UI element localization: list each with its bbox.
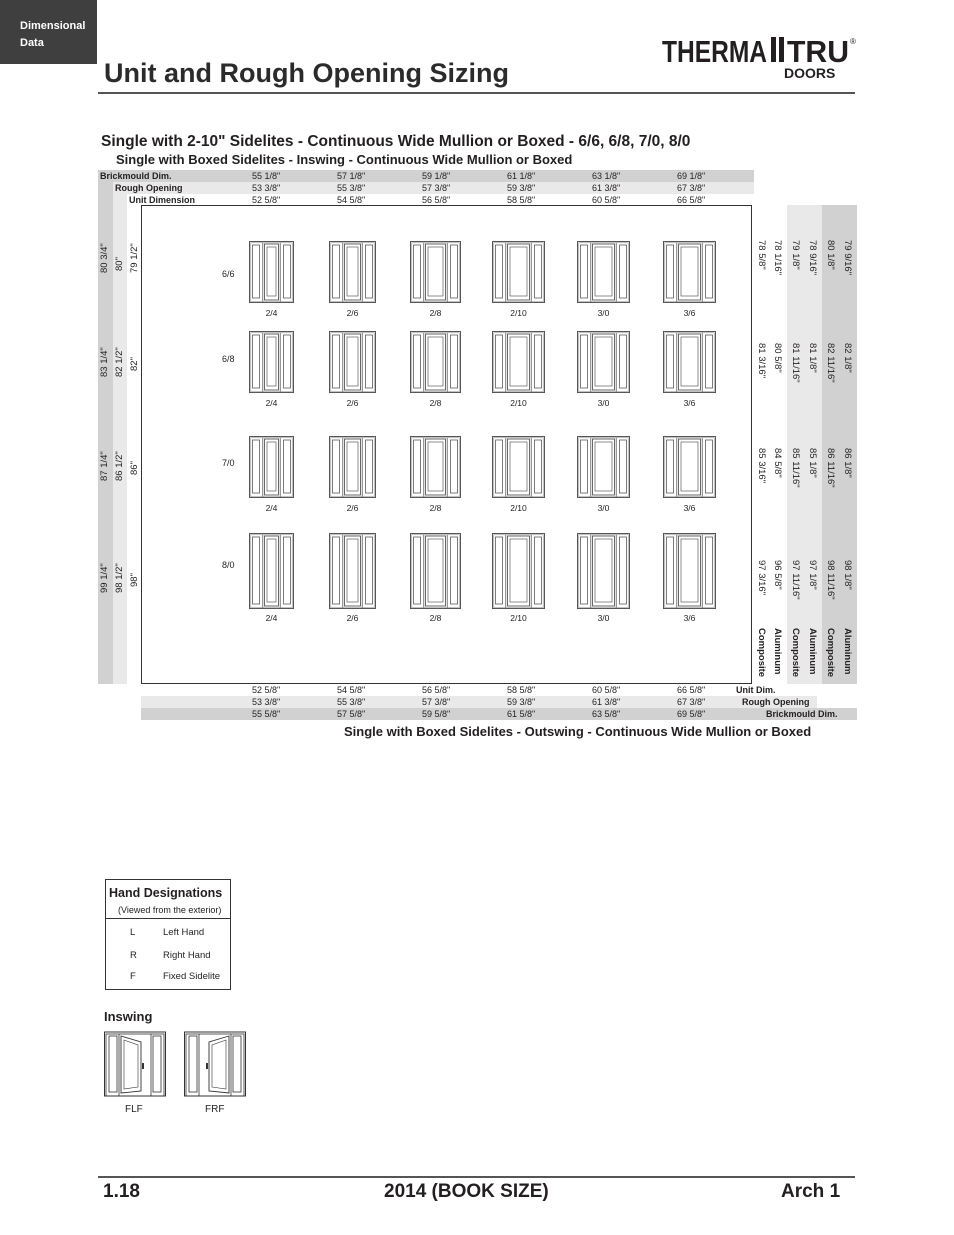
row-label: 6/6 <box>222 269 235 279</box>
inswing-label: FLF <box>125 1104 143 1115</box>
band-value: 69 5/8" <box>677 709 706 719</box>
right-footer-label: Aluminum <box>807 628 818 675</box>
width-label: 2/4 <box>265 308 278 318</box>
band-value: 55 3/8" <box>337 183 366 193</box>
legend-desc: Left Hand <box>163 927 205 938</box>
inswing-title: Inswing <box>104 1009 153 1024</box>
band-value: 66 5/8" <box>677 685 706 695</box>
band-value: 57 3/8" <box>422 183 451 193</box>
band-value: 55 1/8" <box>252 171 281 181</box>
width-label: 3/6 <box>683 398 696 408</box>
band-value: 60 5/8" <box>592 195 621 205</box>
legend-divider <box>106 918 230 919</box>
width-label: 2/10 <box>510 613 527 623</box>
band-value: 60 5/8" <box>592 685 621 695</box>
left-value: 98 1/2" <box>114 563 125 593</box>
door-unit-drawing <box>410 533 461 609</box>
band-value: 52 5/8" <box>252 685 281 695</box>
door-unit-drawing <box>329 533 376 609</box>
door-unit-drawing <box>329 436 376 498</box>
band-value: 63 5/8" <box>592 709 621 719</box>
band-value: 57 5/8" <box>337 709 366 719</box>
right-value: 97 11/16" <box>790 560 801 600</box>
right-footer-label: Composite <box>756 628 767 678</box>
footer-rule <box>98 1176 855 1178</box>
logo-mark-gap <box>776 37 779 62</box>
left-value: 82" <box>129 357 140 371</box>
band-value: 53 3/8" <box>252 183 281 193</box>
door-unit-drawing <box>410 436 461 498</box>
band-rough-opening-bottom <box>141 696 817 708</box>
legend-title: Hand Designations <box>109 886 223 900</box>
left-value: 98" <box>129 573 140 587</box>
right-value: 85 1/8" <box>807 448 818 478</box>
left-value: 87 1/4" <box>99 451 110 481</box>
left-value: 82 1/2" <box>114 347 125 377</box>
legend-subtitle: (Viewed from the exterior) <box>118 905 222 915</box>
door-unit-drawing <box>492 241 545 303</box>
band-value: 58 5/8" <box>507 685 536 695</box>
band-value: 52 5/8" <box>252 195 281 205</box>
right-value: 98 11/16" <box>825 560 836 600</box>
right-value: 85 11/16" <box>790 448 801 488</box>
band-value: 59 1/8" <box>422 171 451 181</box>
door-unit-drawing <box>663 436 716 498</box>
band-value: 57 3/8" <box>422 697 451 707</box>
band-value: 66 5/8" <box>677 195 706 205</box>
right-value: 82 1/8" <box>842 343 853 373</box>
page-title: Unit and Rough Opening Sizing <box>104 58 509 88</box>
width-label: 3/6 <box>683 503 696 513</box>
left-value: 80 3/4" <box>99 243 110 273</box>
right-footer-label: Aluminum <box>842 628 853 675</box>
door-unit-drawing <box>577 331 630 393</box>
right-value: 86 1/8" <box>842 448 853 478</box>
band-value: 61 3/8" <box>592 697 621 707</box>
width-label: 2/10 <box>510 308 527 318</box>
legend-key: L <box>130 927 136 938</box>
section-tab-line2: Data <box>20 37 44 49</box>
logo-registered: ® <box>850 37 856 46</box>
band-value: 55 5/8" <box>252 709 281 719</box>
right-value: 80 1/8" <box>825 240 836 270</box>
door-unit-drawing <box>492 533 545 609</box>
door-unit-drawing <box>249 241 294 303</box>
right-value: 79 1/8" <box>790 240 801 270</box>
band-brickmould-bottom <box>141 708 857 720</box>
door-unit-drawing <box>577 533 630 609</box>
band-value: 59 3/8" <box>507 183 536 193</box>
right-footer-label: Composite <box>790 628 801 678</box>
width-label: 2/10 <box>510 398 527 408</box>
band-value: 53 3/8" <box>252 697 281 707</box>
logo-text-left: THERMA <box>662 34 767 69</box>
band-value: 59 3/8" <box>507 697 536 707</box>
chart-heading: Single with 2-10" Sidelites - Continuous Wide Mullion or Boxed - 6/6, 6/8, 7/0, 8/0 <box>101 133 691 150</box>
width-label: 2/4 <box>265 613 278 623</box>
left-value: 86" <box>129 461 140 475</box>
band-label: Brickmould Dim. <box>100 171 172 181</box>
width-label: 3/0 <box>597 503 610 513</box>
logo-text-right: TRU <box>787 34 849 69</box>
header-rule <box>98 92 855 94</box>
width-label: 3/0 <box>597 398 610 408</box>
row-label: 6/8 <box>222 354 235 364</box>
right-column-rough-opening <box>787 205 822 684</box>
footer-section: Arch 1 <box>781 1181 841 1202</box>
inswing-label: FRF <box>205 1104 225 1115</box>
right-value: 96 5/8" <box>772 560 783 590</box>
right-value: 84 5/8" <box>772 448 783 478</box>
left-value: 83 1/4" <box>99 347 110 377</box>
band-label: Unit Dimension <box>129 195 196 205</box>
door-unit-drawing <box>663 331 716 393</box>
left-value: 99 1/4" <box>99 563 110 593</box>
inswing-flf-diagram <box>104 1031 166 1099</box>
left-value: 79 1/2" <box>129 243 140 273</box>
band-value: 69 1/8" <box>677 171 706 181</box>
door-unit-drawing <box>492 331 545 393</box>
door-unit-drawing <box>577 241 630 303</box>
legend-key: R <box>130 950 137 961</box>
hand-designations-legend <box>105 879 231 990</box>
band-value: 63 1/8" <box>592 171 621 181</box>
band-value: 67 3/8" <box>677 697 706 707</box>
right-value: 81 3/16" <box>756 343 767 379</box>
band-value: 61 5/8" <box>507 709 536 719</box>
width-label: 2/6 <box>346 613 359 623</box>
width-label: 2/10 <box>510 503 527 513</box>
section-tab-line1: Dimensional <box>20 20 86 32</box>
band-label: Rough Opening <box>742 697 810 707</box>
left-value: 86 1/2" <box>114 451 125 481</box>
width-label: 2/8 <box>429 398 442 408</box>
right-footer-label: Aluminum <box>772 628 783 675</box>
right-value: 78 1/16" <box>772 240 783 276</box>
logo-subtext: DOORS <box>784 65 836 81</box>
section-tab <box>0 0 97 64</box>
band-value: 54 5/8" <box>337 685 366 695</box>
door-unit-drawing <box>410 331 461 393</box>
band-value: 58 5/8" <box>507 195 536 205</box>
band-label: Brickmould Dim. <box>766 709 838 719</box>
door-unit-drawing <box>492 436 545 498</box>
right-value: 78 5/8" <box>756 240 767 270</box>
right-value: 81 11/16" <box>790 343 801 383</box>
door-unit-drawing <box>577 436 630 498</box>
right-value: 98 1/8" <box>842 560 853 590</box>
footer-edition: 2014 (BOOK SIZE) <box>384 1181 549 1202</box>
width-label: 3/0 <box>597 308 610 318</box>
legend-key: F <box>130 971 136 982</box>
right-value: 97 1/8" <box>807 560 818 590</box>
band-value: 67 3/8" <box>677 183 706 193</box>
right-value: 80 5/8" <box>772 343 783 373</box>
width-label: 3/6 <box>683 613 696 623</box>
band-value: 61 1/8" <box>507 171 536 181</box>
right-footer-label: Composite <box>825 628 836 678</box>
door-unit-drawing <box>249 331 294 393</box>
band-unit-dimension-top <box>127 194 754 205</box>
band-rough-opening-top <box>113 182 754 194</box>
door-unit-drawing <box>329 241 376 303</box>
width-label: 2/6 <box>346 308 359 318</box>
width-label: 2/8 <box>429 613 442 623</box>
band-brickmould-top <box>98 170 754 182</box>
band-value: 56 5/8" <box>422 685 451 695</box>
width-label: 2/8 <box>429 503 442 513</box>
width-label: 2/8 <box>429 308 442 318</box>
band-value: 59 5/8" <box>422 709 451 719</box>
inswing-frf-diagram <box>184 1031 246 1099</box>
door-unit-drawing <box>410 241 461 303</box>
right-value: 97 3/16" <box>756 560 767 596</box>
band-label: Unit Dim. <box>736 685 776 695</box>
right-value: 85 3/16" <box>756 448 767 484</box>
right-value: 86 11/16" <box>825 448 836 488</box>
door-unit-drawing <box>329 331 376 393</box>
width-label: 2/6 <box>346 398 359 408</box>
right-value: 82 11/16" <box>825 343 836 383</box>
inswing-heading: Single with Boxed Sidelites - Inswing - Continuous Wide Mullion or Boxed <box>116 152 573 167</box>
band-value: 55 3/8" <box>337 697 366 707</box>
band-value: 57 1/8" <box>337 171 366 181</box>
door-unit-drawing <box>249 533 294 609</box>
band-value: 54 5/8" <box>337 195 366 205</box>
width-label: 3/6 <box>683 308 696 318</box>
door-unit-drawing <box>663 241 716 303</box>
right-column-brickmould <box>822 205 857 684</box>
outswing-heading: Single with Boxed Sidelites - Outswing - Continuous Wide Mullion or Boxed <box>344 724 812 739</box>
door-unit-drawing <box>663 533 716 609</box>
legend-desc: Fixed Sidelite <box>163 971 221 982</box>
band-value: 56 5/8" <box>422 195 451 205</box>
width-label: 3/0 <box>597 613 610 623</box>
footer-page-number: 1.18 <box>103 1181 140 1202</box>
brand-logo <box>662 32 862 82</box>
row-label: 8/0 <box>222 560 235 570</box>
right-value: 78 9/16" <box>807 240 818 276</box>
right-value: 81 1/8" <box>807 343 818 373</box>
band-unit-dim-bottom <box>141 684 887 696</box>
band-label: Rough Opening <box>115 183 183 193</box>
width-label: 2/4 <box>265 398 278 408</box>
legend-desc: Right Hand <box>163 950 211 961</box>
left-value: 80" <box>114 257 125 271</box>
right-value: 79 9/16" <box>842 240 853 276</box>
width-label: 2/4 <box>265 503 278 513</box>
row-label: 7/0 <box>222 458 235 468</box>
width-label: 2/6 <box>346 503 359 513</box>
door-unit-drawing <box>249 436 294 498</box>
band-value: 61 3/8" <box>592 183 621 193</box>
